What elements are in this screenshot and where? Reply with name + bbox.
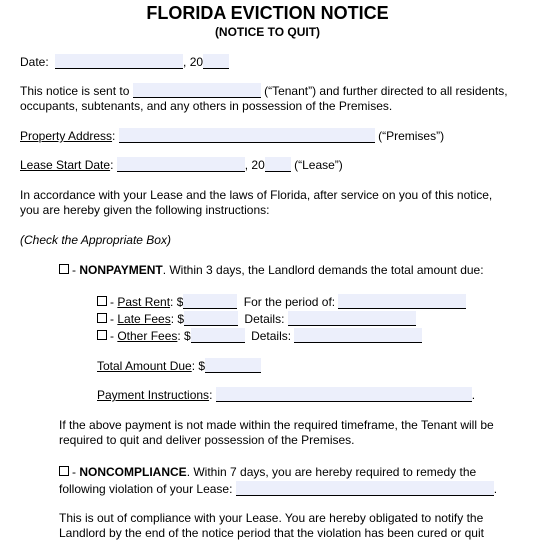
payment-instructions-row	[97, 387, 475, 404]
noncompliance-label: NONCOMPLIANCE	[79, 465, 187, 479]
document-subtitle: (NOTICE TO QUIT)	[214, 25, 321, 39]
total-due-colon: : $	[191, 359, 206, 373]
total-due-label: Total Amount Due	[97, 359, 192, 373]
violation-field[interactable]	[236, 481, 494, 496]
other-fees-amount-field[interactable]	[191, 328, 245, 343]
past-rent-amount-field[interactable]	[183, 294, 237, 309]
noncompliance-text: . Within 7 days, you are hereby required to remedy the	[186, 465, 477, 479]
intro-line2: you are hereby given the following instructions:	[20, 203, 270, 217]
property-label: Property Address	[20, 129, 113, 143]
lease-row	[20, 157, 343, 174]
nonpayment-row	[59, 262, 484, 279]
lease-year-field[interactable]	[265, 157, 291, 172]
tenant-name-field[interactable]	[133, 83, 261, 98]
nonpayment-checkbox[interactable]	[59, 264, 69, 274]
other-fees-row: - Other Fees: $ Details:	[97, 328, 422, 345]
check-instruction: (Check the Appropriate Box)	[20, 233, 171, 247]
late-fees-row: - Late Fees: $ Details:	[97, 311, 416, 328]
failure-line1: If the above payment is not made within the required timeframe, the Tenant will be	[59, 418, 494, 432]
total-due-row	[97, 358, 261, 375]
noncompliance-checkbox[interactable]	[59, 466, 69, 476]
payment-instructions-colon: :	[209, 388, 213, 402]
property-address-field[interactable]	[119, 128, 375, 143]
date-year-prefix: , 20	[183, 55, 204, 69]
lease-date-field[interactable]	[117, 157, 245, 172]
late-fees-amount-field[interactable]	[184, 311, 238, 326]
violation-end: .	[493, 482, 498, 496]
date-label: Date:	[20, 55, 49, 69]
compliance-para-line1: This is out of compliance with your Lease. You are hereby obligated to notify the	[59, 511, 484, 525]
other-fees-checkbox[interactable]	[97, 330, 107, 340]
past-rent-period-field[interactable]	[338, 294, 466, 309]
lease-year-prefix: , 20	[244, 158, 265, 172]
failure-line2: required to quit and deliver possession of the Premises.	[59, 433, 355, 447]
date-row	[20, 54, 229, 71]
past-rent-colon: : $	[170, 295, 184, 309]
past-rent-period-label: For the period of:	[243, 295, 336, 309]
lease-colon: :	[110, 158, 114, 172]
late-fees-colon: : $	[170, 312, 185, 326]
payment-instructions-label: Payment Instructions	[97, 388, 210, 402]
lease-label: Lease Start Date	[20, 158, 111, 172]
tenant-prefix: This notice is sent to	[20, 84, 130, 98]
violation-label: following violation of your Lease:	[59, 482, 233, 496]
property-row	[20, 128, 444, 145]
intro-line1: In accordance with your Lease and the laws of Florida, after service on you of this notice,	[20, 188, 493, 202]
other-fees-details-label: Details:	[251, 329, 292, 343]
compliance-para-line2: Landlord by the end of the notice period that the violation has been cured or quit	[59, 526, 484, 540]
noncompliance-line2	[59, 481, 497, 498]
late-fees-details-field[interactable]	[288, 311, 416, 326]
other-fees-label: Other Fees	[117, 329, 178, 343]
tenant-suffix: (“Tenant”) and further directed to all residents,	[264, 84, 508, 98]
tenant-line2: occupants, subtenants, and any others in possession of the Premises.	[20, 99, 393, 113]
past-rent-checkbox[interactable]	[97, 296, 107, 306]
lease-suffix: (“Lease”)	[294, 158, 343, 172]
late-fees-label: Late Fees	[117, 312, 171, 326]
nonpayment-text: . Within 3 days, the Landlord demands the total amount due:	[162, 263, 484, 277]
date-field[interactable]	[55, 54, 183, 69]
property-colon: :	[112, 129, 116, 143]
date-year-field[interactable]	[203, 54, 229, 69]
late-fees-details-label: Details:	[244, 312, 285, 326]
total-due-field[interactable]	[205, 358, 261, 373]
late-fees-checkbox[interactable]	[97, 313, 107, 323]
nonpayment-label: NONPAYMENT	[79, 263, 163, 277]
payment-instructions-end: .	[471, 388, 476, 402]
document-title: FLORIDA EVICTION NOTICE	[146, 3, 389, 23]
past-rent-label: Past Rent	[117, 295, 171, 309]
other-fees-details-field[interactable]	[294, 328, 422, 343]
other-fees-colon: : $	[177, 329, 191, 343]
property-suffix: (“Premises”)	[378, 129, 445, 143]
past-rent-row: - Past Rent: $ For the period of:	[97, 294, 466, 311]
nonpayment-dash: -	[72, 263, 76, 277]
noncompliance-dash: -	[72, 465, 76, 479]
noncompliance-row	[59, 464, 476, 481]
payment-instructions-field[interactable]	[216, 387, 472, 402]
